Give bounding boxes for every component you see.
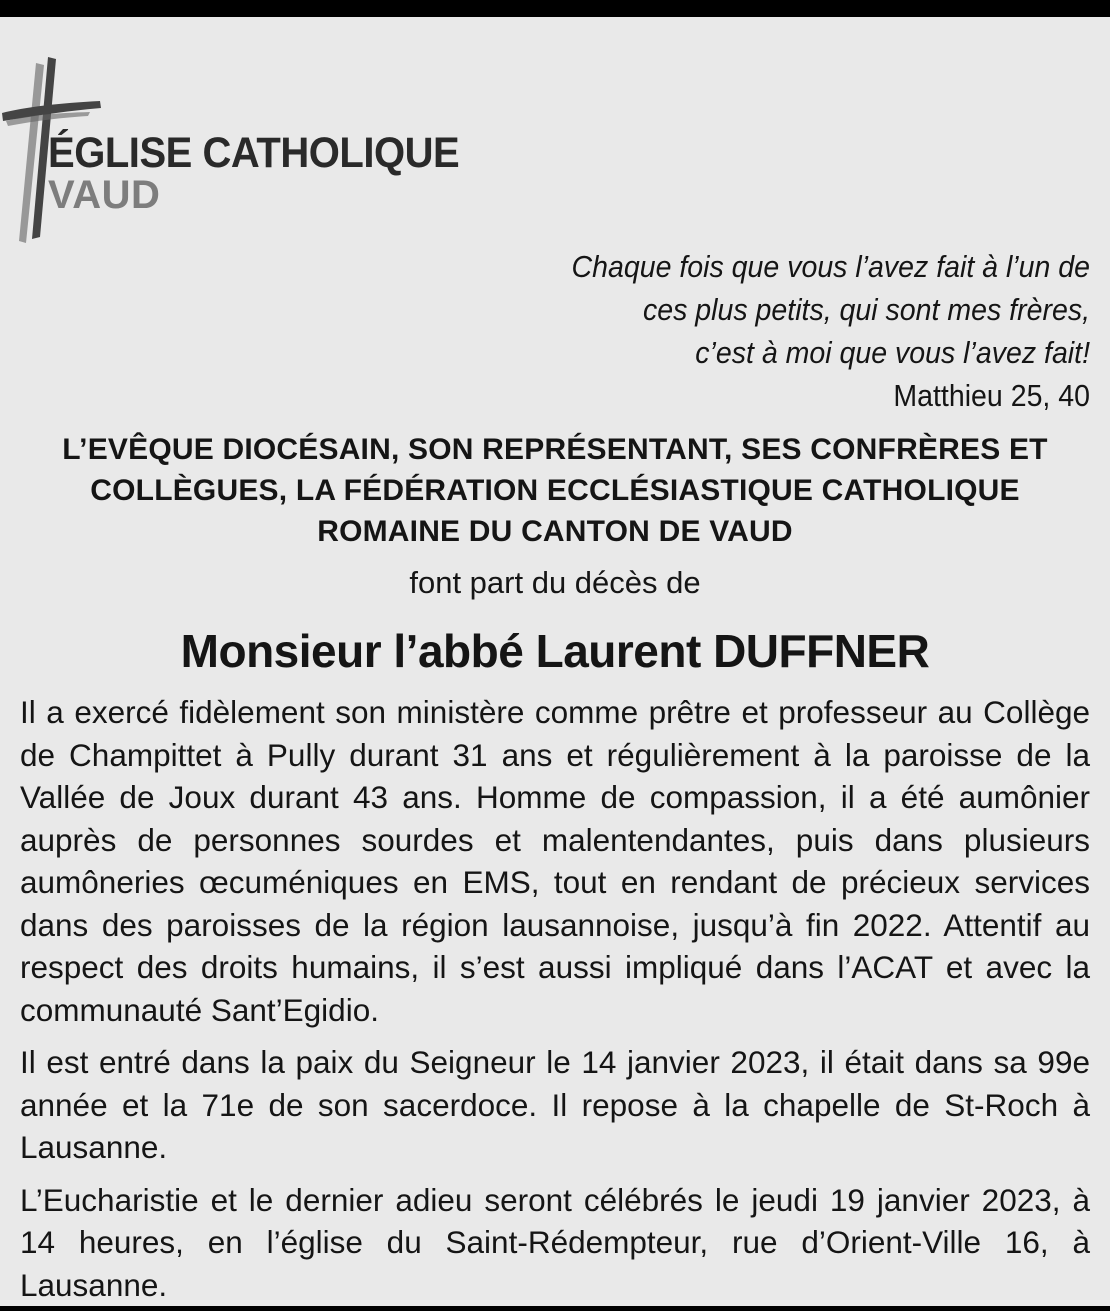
announcement-text: font part du décès de (409, 565, 701, 600)
bible-quote (446, 245, 1090, 417)
quote-line: Chaque fois que vous l’avez fait à l’un de (571, 249, 1090, 284)
deceased-name: Monsieur l’abbé Laurent DUFFNER (180, 625, 930, 677)
quote-line: ces plus petits, qui sont mes frères, (642, 292, 1090, 327)
quote-line: c’est à moi que vous l’avez fait! (695, 335, 1090, 370)
obituary-body (20, 691, 1090, 1311)
senders-line: ROMAINE DU CANTON DE VAUD (317, 515, 793, 548)
church-logo (0, 55, 480, 250)
senders-line: L’EVÊQUE DIOCÉSAIN, SON REPRÉSENTANT, SES CONFRÈRES ET (62, 433, 1048, 466)
quote-reference: Matthieu 25, 40 (893, 378, 1090, 413)
senders-heading (20, 429, 1090, 552)
logo-title: ÉGLISE CATHOLIQUE (48, 129, 460, 177)
senders-line: COLLÈGUES, LA FÉDÉRATION ECCLÉSIASTIQUE CATHOLIQUE (90, 474, 1020, 507)
body-paragraph: Il a exercé fidèlement son ministère comme prêtre et professeur au Collège de Champittet à Pully durant 31 ans et régulièrement à la paroisse de la Vallée de Joux durant 43 ans. Homme de compassion, il a été aumônier auprès de personnes sourdes et malentendantes, puis dans plusieurs aumôneries œcuméniques en EMS, tout en rendant de précieux services dans des paroisses de la région lausannoise, jusqu’à fin 2022. Attentif au respect des droits humains, il s’est aussi impliqué dans l’ACAT et avec la communauté Sant’Egidio. (20, 694, 1090, 1028)
body-paragraph: L’Eucharistie et le dernier adieu seront célébrés le jeudi 19 janvier 2023, à 14 heures, en l’église du Saint-Rédempteur, rue d’Orient-Ville 16, à Lausanne. (20, 1181, 1090, 1303)
logo-subtitle: VAUD (48, 173, 161, 217)
body-paragraph: Il est entré dans la paix du Seigneur le 14 janvier 2023, il était dans sa 99e année et la 71e de son sacerdoce. Il repose à la chapelle de St-Roch à Lausanne. (20, 1044, 1090, 1165)
